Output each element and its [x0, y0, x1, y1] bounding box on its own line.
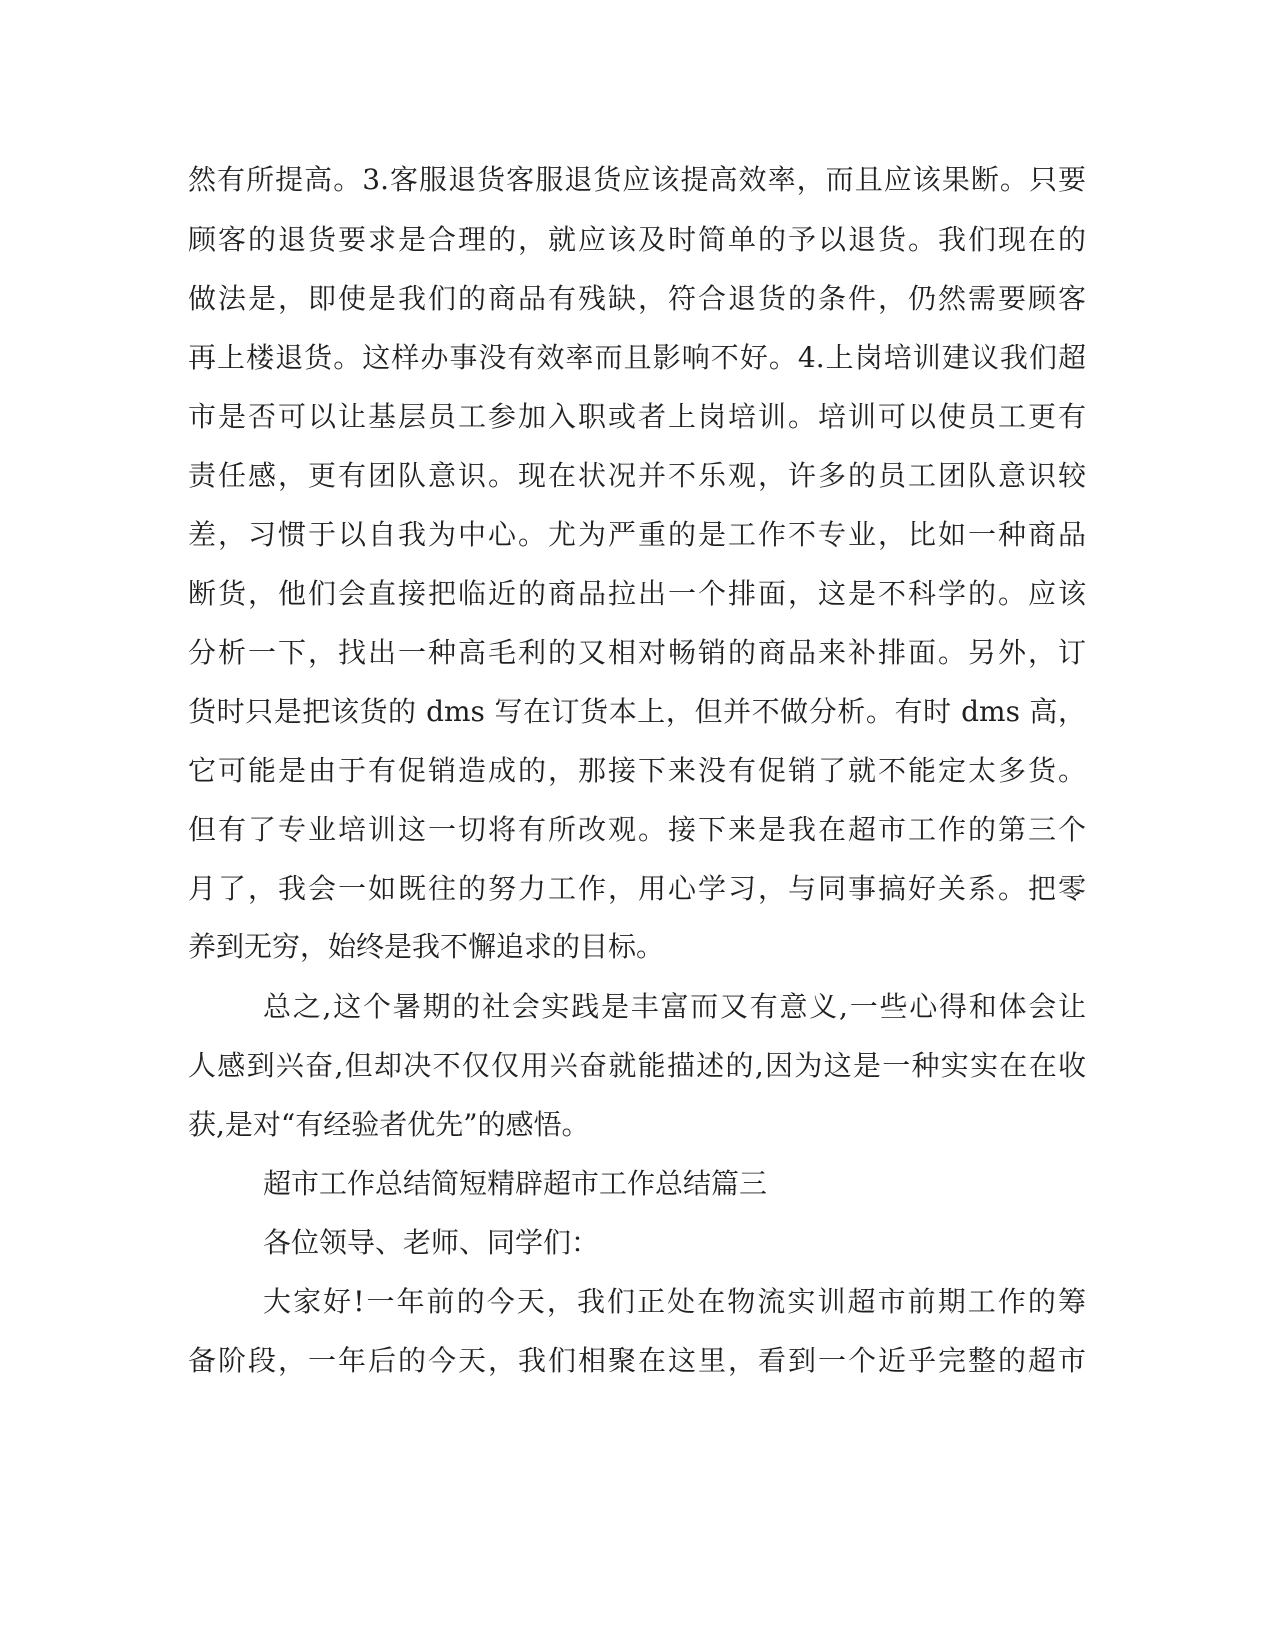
paragraph-line: 月了，我会一如既往的努力工作，用心学习，与同事搞好关系。把零 — [188, 872, 1086, 905]
section-heading: 超市工作总结简短精辟超市工作总结篇三 — [263, 1167, 768, 1200]
paragraph-line: 然有所提高。3.客服退货客服退货应该提高效率，而且应该果断。只要 — [188, 163, 1086, 196]
paragraph-line: 分析一下，找出一种高毛利的又相对畅销的商品来补排面。另外，订 — [188, 636, 1086, 669]
paragraph-line: 货时只是把该货的 dms 写在订货本上，但并不做分析。有时 dms 高， — [188, 695, 1086, 728]
paragraph-line: 再上楼退货。这样办事没有效率而且影响不好。4.上岗培训建议我们超 — [188, 341, 1086, 374]
paragraph-line: 顾客的退货要求是合理的，就应该及时简单的予以退货。我们现在的 — [188, 223, 1086, 256]
paragraph-line: 养到无穷，始终是我不懈追求的目标。 — [188, 930, 665, 963]
paragraph-line: 备阶段，一年后的今天，我们相聚在这里，看到一个近乎完整的超市 — [188, 1344, 1086, 1377]
paragraph-line: 差，习惯于以自我为中心。尤为严重的是工作不专业，比如一种商品 — [188, 518, 1086, 551]
paragraph-line: 它可能是由于有促销造成的，那接下来没有促销了就不能定太多货。 — [188, 754, 1086, 787]
paragraph-line: 责任感，更有团队意识。现在状况并不乐观，许多的员工团队意识较 — [188, 459, 1086, 492]
paragraph-line: 断货，他们会直接把临近的商品拉出一个排面，这是不科学的。应该 — [188, 577, 1086, 610]
paragraph-line: 人感到兴奋,但却决不仅仅用兴奋就能描述的,因为这是一种实实在在收 — [188, 1049, 1086, 1082]
paragraph-line: 大家好!一年前的今天，我们正处在物流实训超市前期工作的筹 — [263, 1285, 1086, 1318]
salutation: 各位领导、老师、同学们： — [263, 1226, 600, 1259]
paragraph-line: 总之,这个暑期的社会实践是丰富而又有意义,一些心得和体会让 — [263, 990, 1086, 1023]
paragraph-line: 做法是，即使是我们的商品有残缺，符合退货的条件，仍然需要顾客 — [188, 282, 1086, 315]
paragraph-line: 但有了专业培训这一切将有所改观。接下来是我在超市工作的第三个 — [188, 813, 1086, 846]
paragraph-line: 市是否可以让基层员工参加入职或者上岗培训。培训可以使员工更有 — [188, 400, 1086, 433]
paragraph-line: 获,是对“有经验者优先”的感悟。 — [188, 1108, 590, 1141]
